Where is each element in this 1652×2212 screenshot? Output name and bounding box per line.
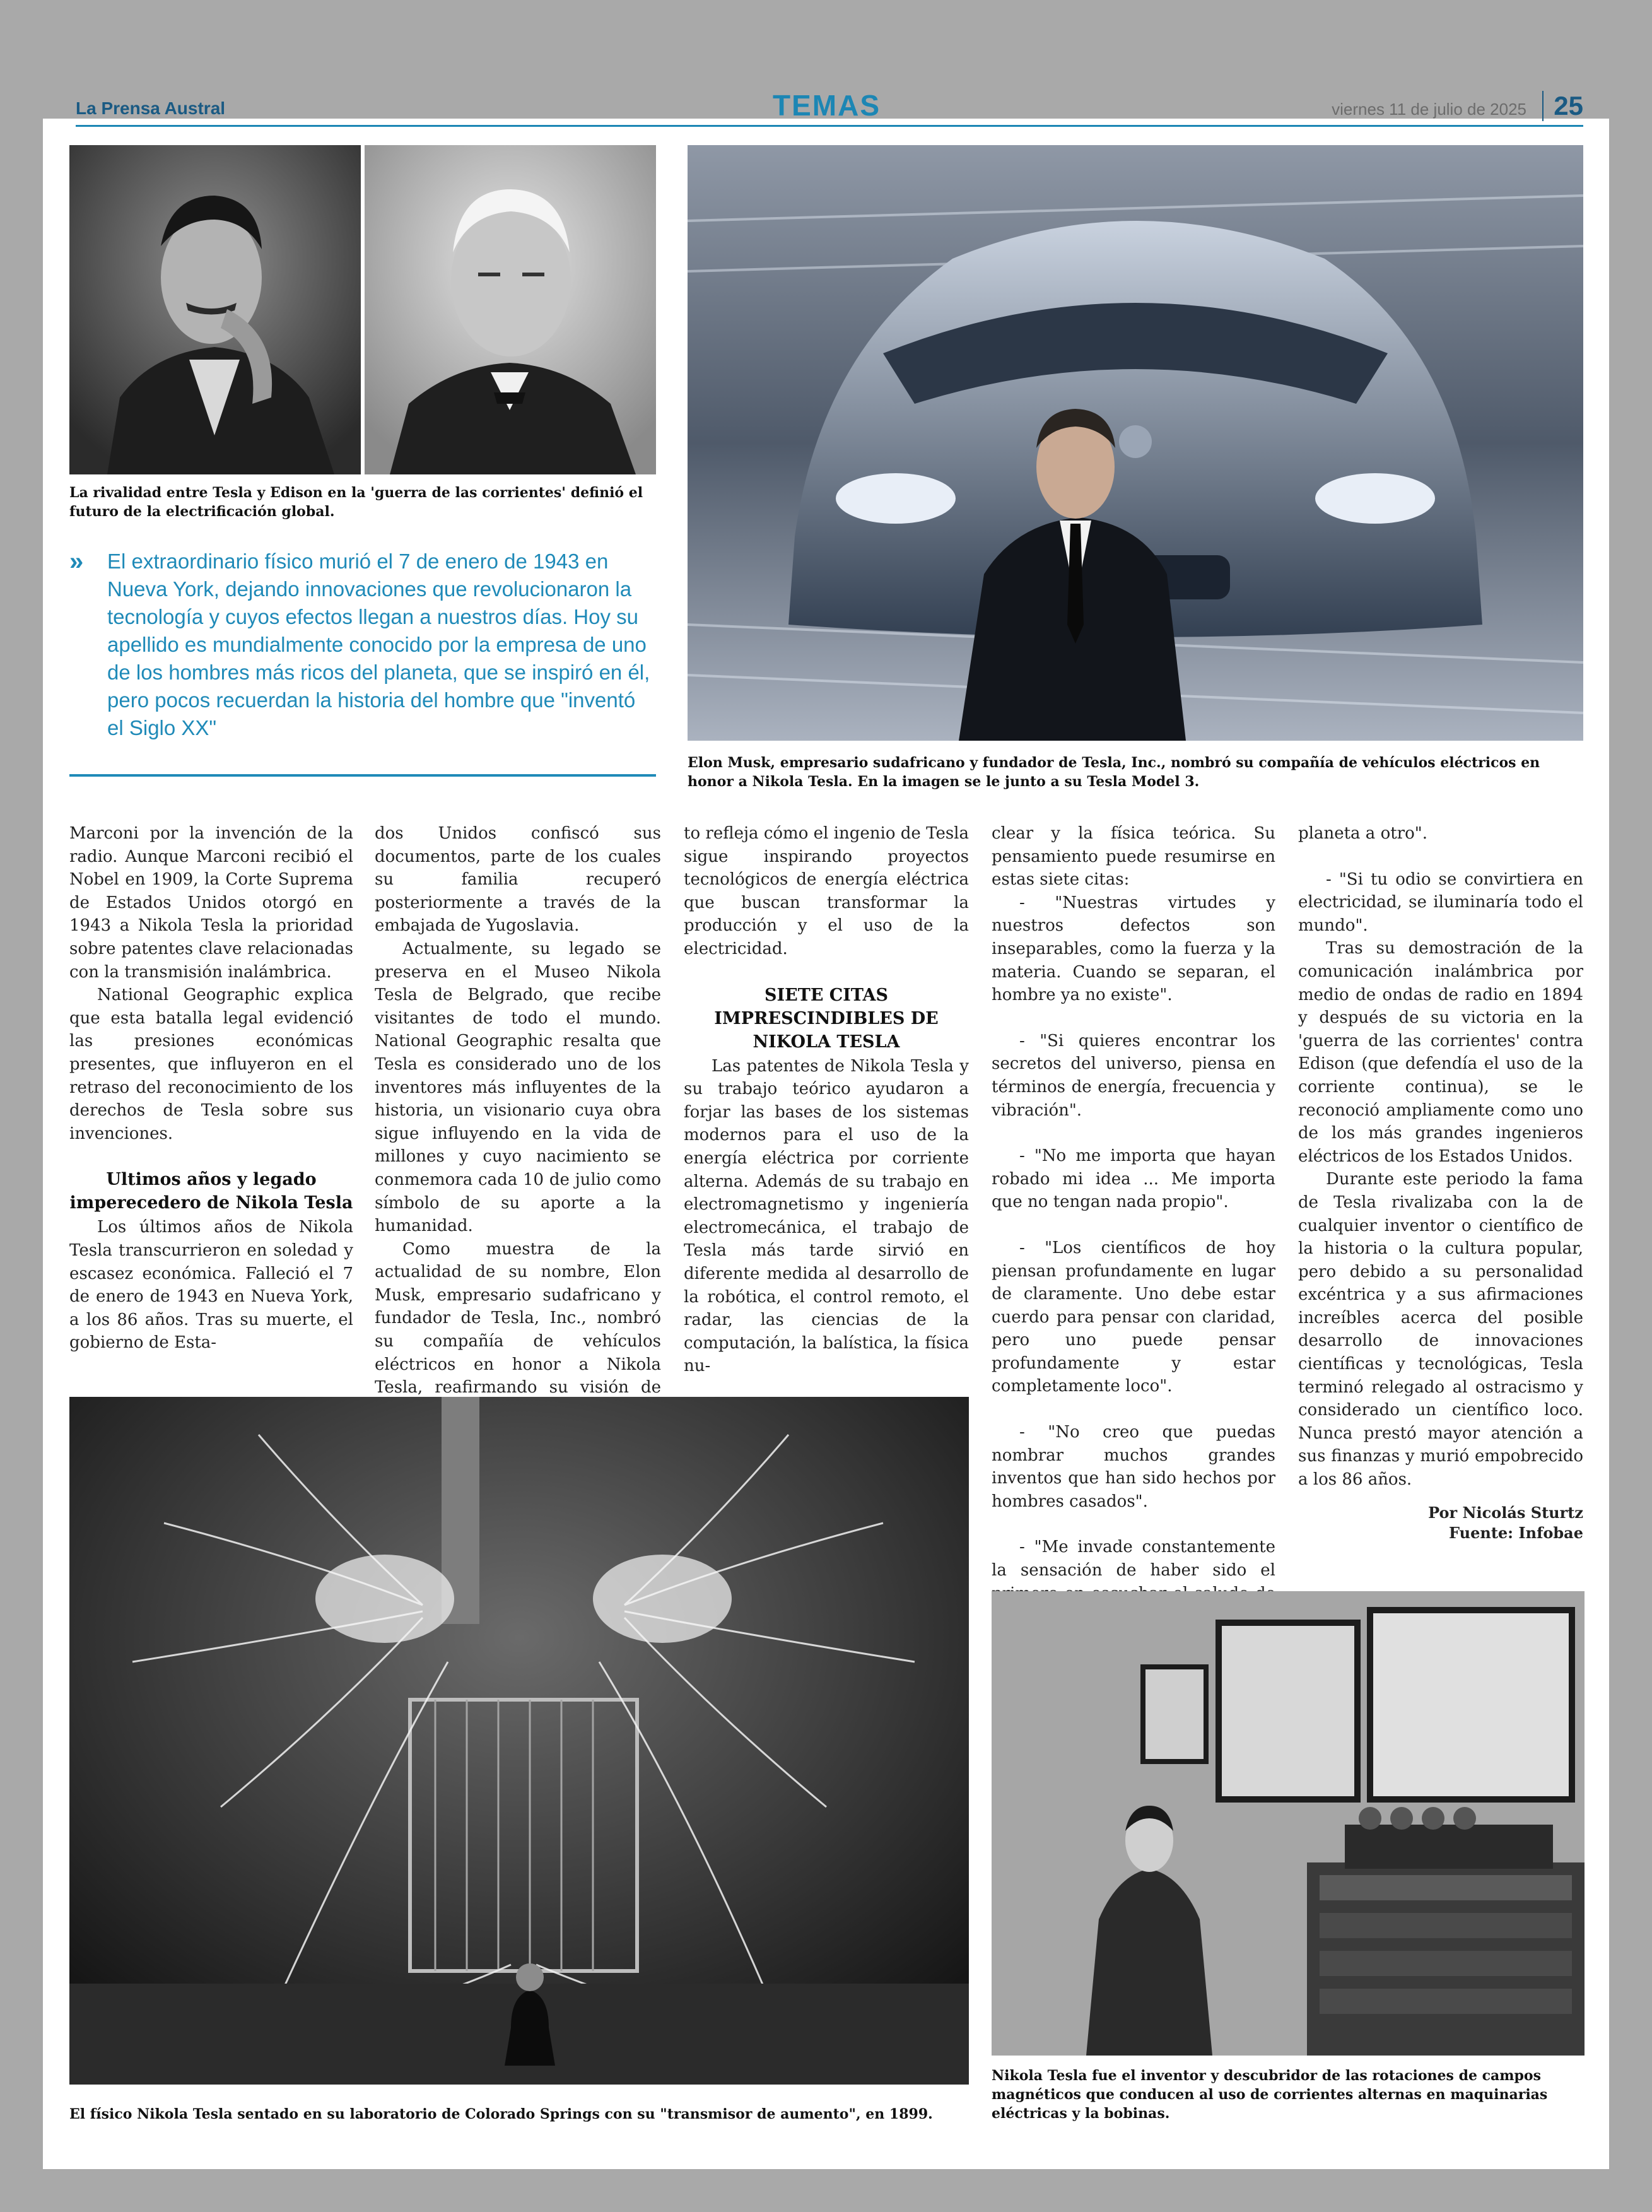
col4-paragraph-1: clear y la física teórica. Su pensamiento puede resumirse en estas siete citas: <box>992 824 1275 890</box>
col5-paragraph-3: Durante este periodo la fama de Tesla rivalizaba con la de cualquier inventor o científico de la historia o la cultura popular, pero debido a su personalidad excéntrica y a sus afirmaciones increíbles acerca del posible desarrollo de innovaciones científicas y tecnológicas, Tesla terminó relegado al ostracismo y considerado un científico loco. Nunca prestó mayor atención a sus finanzas y murió empobrecido a los 86 años. <box>1298 1170 1583 1490</box>
body-column-5 <box>1298 822 1583 1543</box>
tesla-lab-caption: Nikola Tesla fue el inventor y descubridor de las rotaciones de campos magnéticos que conducen al uso de corrientes alternas en maquinarias eléctricas y la bobinas. <box>992 2068 1548 2122</box>
body-column-4 <box>992 822 1275 1628</box>
musk-caption: Elon Musk, empresario sudafricano y fundador de Tesla, Inc., nombró su compañía de vehículos eléctricos en honor a Nikola Tesla. En la imagen se le junto a su Tesla Model 3. <box>688 755 1540 790</box>
col3-paragraph-2: Las patentes de Nikola Tesla y su trabajo teórico ayudaron a forjar las bases de los sistemas modernos para el uso de la energía eléctrica por corriente alterna. Además de su trabajo en electromagnetismo y ingeniería electromecánica, el trabajo de Tesla más tarde sirvió en diferente medida al desarrollo de la robótica, el control remoto, el radar, las ciencias de la computación, la balística, la física nu- <box>684 1056 969 1376</box>
quote-4: - "Los científicos de hoy piensan profundamente en lugar de claramente. Uno debe estar cuerdo para pensar con claridad, pero uno puede pensar profundamente y estar completamente loco". <box>992 1238 1275 1396</box>
pull-quote-text: El extraordinario físico murió el 7 de enero de 1943 en Nueva York, dejando innovaciones que revolucionaron la tecnología y cuyos efectos llegan a nuestros días. Hoy su apellido es mundialmente conocido por la empresa de uno de los hombres más ricos del planeta, que se inspiró en él, pero pocos recuerdan la historia del hombre que "inventó el Siglo XX" <box>107 550 650 739</box>
quote-3: - "No me importa que hayan robado mi idea ... Me importa que no tengan nada propio". <box>992 1146 1275 1212</box>
tesla-portrait-photo <box>69 145 361 474</box>
edison-portrait-photo <box>365 145 656 474</box>
colorado-springs-lab-photo <box>69 1397 969 2085</box>
tesla-edison-caption: La rivalidad entre Tesla y Edison en la 'guerra de las corrientes' definió el futuro de la electrificación global. <box>69 485 643 520</box>
issue-date: viernes 11 de julio de 2025 <box>1332 100 1526 119</box>
pull-quote <box>69 548 656 742</box>
col2-paragraph-3: Como muestra de la actualidad de su nombre, Elon Musk, empresario sudafricano y fundador de Tesla, Inc., nombró su compañía de vehículos eléctricos en honor a Nikola Tesla, reafirmando su visión de <box>375 1239 661 1397</box>
quote-7: - "Si tu odio se convirtiera en electricidad, se iluminaría todo el mundo". <box>1298 869 1583 935</box>
tesla-lab-photo <box>992 1591 1585 2056</box>
subhead-ultimos-anos: Ultimos años y legado imperecedero de Nikola Tesla <box>69 1170 353 1213</box>
col1-paragraph-3: Los últimos años de Nikola Tesla transcurrieron en soledad y escasez económica. Falleció el 7 de enero de 1943 en Nueva York, a los 86 años. Tras su muerte, el gobierno de Esta- <box>69 1218 353 1353</box>
section-title: TEMAS <box>773 89 881 122</box>
quote-2: - "Si quieres encontrar los secretos del universo, piensa en términos de energía, frecuencia y vibración". <box>992 1031 1275 1120</box>
masthead <box>76 88 1583 124</box>
col2-paragraph-1: dos Unidos confiscó sus documentos, parte de los cuales su familia recuperó posteriormente a través de la embajada de Yugoslavia. <box>375 824 661 936</box>
page-number: 25 <box>1542 91 1583 121</box>
colorado-springs-caption: El físico Nikola Tesla sentado en su laboratorio de Colorado Springs con su "transmisor de aumento", en 1899. <box>69 2106 933 2122</box>
musk-tesla-model3-photo <box>688 145 1583 741</box>
col5-paragraph-1: planeta a otro". <box>1298 824 1427 843</box>
double-chevron-icon: » <box>69 548 84 575</box>
subhead-siete-citas: SIETE CITAS IMPRESCINDIBLES DE NIKOLA TESLA <box>714 985 939 1052</box>
col2-paragraph-2: Actualmente, su legado se preserva en el Museo Nikola Tesla de Belgrado, que recibe visitantes de todo el mundo. National Geographic resalta que Tesla es considerado uno de los inventores más influyentes de la historia, un visionario cuya obra sigue influyendo en la vida de millones y cuyo nacimiento se conmemora cada 10 de julio como símbolo de su aporte a la humanidad. <box>375 939 661 1236</box>
col1-paragraph-2: National Geographic explica que esta batalla legal evidenció las presiones económicas presentes, que influyeron en el retraso del reconocimiento de los derechos de Tesla sobre sus invenciones. <box>69 985 353 1143</box>
body-column-1 <box>69 822 353 1355</box>
author-byline: Por Nicolás Sturtz <box>1428 1503 1583 1522</box>
body-column-2 <box>375 822 661 1445</box>
source-credit: Fuente: Infobae <box>1449 1523 1583 1542</box>
col1-paragraph-1: Marconi por la invención de la radio. Aunque Marconi recibió el Nobel en 1909, la Corte Suprema de Estados Unidos otorgó en 1943 a Nikola Tesla la prioridad sobre patentes clave relacionadas con la transmisión inalámbrica. <box>69 824 353 982</box>
masthead-rule <box>76 125 1583 127</box>
quote-6: - "Me invade constantemente la sensación de haber sido el <box>992 1538 1275 1580</box>
newspaper-brand: La Prensa Austral <box>76 98 226 118</box>
quote-5: - "No creo que puedas nombrar muchos grandes inventos que han sido hechos por hombres casados". <box>992 1423 1275 1511</box>
col5-paragraph-2: Tras su demostración de la comunicación inalámbrica por medio de ondas de radio en 1894 y después de su victoria en la 'guerra de las corrientes' contra Edison (que defendía el uso de la corriente continua), se le reconoció ampliamente como uno de los más grandes ingenieros eléctricos de los Estados Unidos. <box>1298 939 1583 1166</box>
quote-1: - "Nuestras virtudes y nuestros defectos son inseparables, como la fuerza y la materia. Cuando se separan, el hombre ya no existe". <box>992 893 1275 1005</box>
pull-quote-rule <box>69 774 656 777</box>
body-column-3 <box>684 822 969 1378</box>
col3-paragraph-1: to refleja cómo el ingenio de Tesla sigue inspirando proyectos tecnológicos de energía eléctrica que buscan transformar la producción y el uso de la electricidad. <box>684 824 969 958</box>
